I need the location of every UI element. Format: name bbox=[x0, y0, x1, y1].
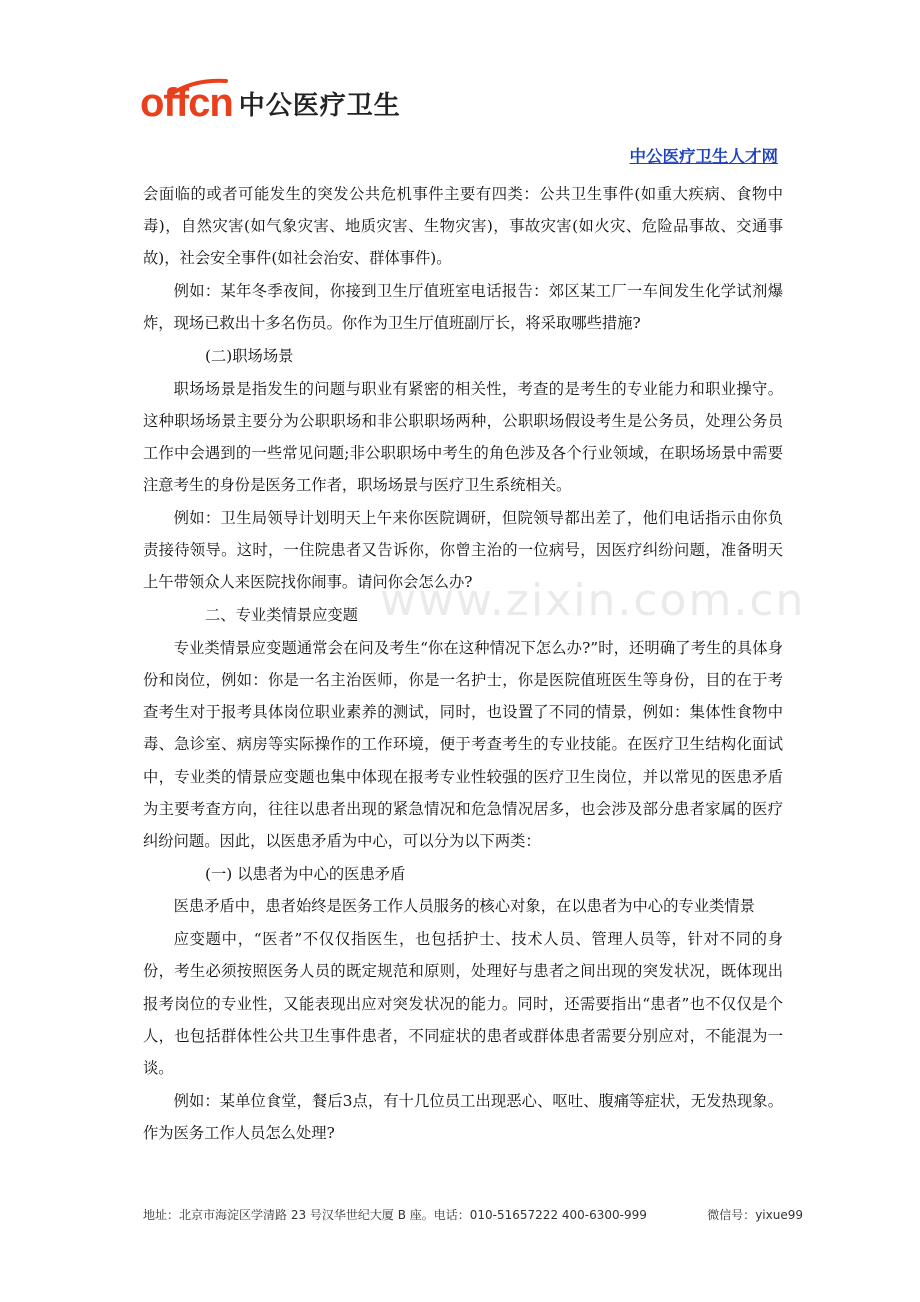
paragraph: 医患矛盾中，患者始终是医务工作人员服务的核心对象，在以患者为中心的专业类情景 bbox=[173, 897, 755, 916]
site-link[interactable]: 中公医疗卫生人才网 bbox=[629, 147, 778, 166]
paragraph: 会面临的或者可能发生的突发公共危机事件主要有四类：公共卫生事件(如重大疾病、食物中毒)，自然灾害(如气象灾害、地质灾害、生物灾害)，事故灾害(如火灾、危险品事故、交通事故)，社会安全事件(如社会治安、群体事件)。 bbox=[143, 185, 783, 268]
paragraph: 专业类情景应变题通常会在问及考生“你在这种情况下怎么办?”时，还明确了考生的具体身份和岗位，例如：你是一名主治医师，你是一名护士，你是医院值班医生等身份，目的在于考查考生对于报考具体岗位职业素养的测试，同时，也设置了不同的情景，例如：集体性食物中毒、急诊室、病房等实际操作的工作环境，便于考查考生的专业技能。在医疗卫生结构化面试中，专业类的情景应变题也集中体现在报考专业性较强的医疗卫生岗位，并以常见的医患矛盾为主要考查方向，往往以患者出现的紧急情况和危急情况居多，也会涉及部分患者家属的医疗纠纷问题。因此，以医患矛盾为中心，可以分为以下两类： bbox=[143, 638, 783, 851]
logo-wordmark: offcn bbox=[140, 81, 233, 125]
section-heading: 二、专业类情景应变题 bbox=[205, 606, 358, 625]
watermark: www.zixin.com.cn bbox=[380, 575, 806, 626]
page-footer bbox=[143, 1206, 803, 1223]
logo-chinese-name: 中公医疗卫生 bbox=[238, 90, 401, 121]
footer-address: 地址：北京市海淀区学清路 23 号汉华世纪大厦 B 座。电话：010-51657222 400-6300-999 bbox=[143, 1208, 647, 1222]
section-heading: (一) 以患者为中心的医患矛盾 bbox=[205, 864, 406, 883]
logo-swoosh-icon bbox=[168, 77, 228, 97]
paragraph: 例如：某年冬季夜间，你接到卫生厅值班室电话报告：郊区某工厂一车间发生化学试剂爆炸，现场已救出十多名伤员。你作为卫生厅值班副厅长，将采取哪些措施? bbox=[143, 282, 783, 333]
paragraph: 例如：卫生局领导计划明天上午来你医院调研，但院领导都出差了，他们电话指示由你负责接待领导。这时，一住院患者又告诉你，你曾主治的一位病号，因医疗纠纷问题，准备明天上午带领众人来医院找你闹事。请问你会怎么办? bbox=[143, 509, 783, 592]
paragraph: 例如：某单位食堂，餐后3点，有十几位员工出现恶心、呕吐、腹痛等症状，无发热现象。作为医务工作人员怎么处理? bbox=[143, 1091, 783, 1142]
paragraph: 职场场景是指发生的问题与职业有紧密的相关性，考查的是考生的专业能力和职业操守。这种职场场景主要分为公职职场和非公职职场两种，公职职场假设考生是公务员，处理公务员工作中会遇到的一些常见问题;非公职职场中考生的角色涉及各个行业领域，在职场场景中需要注意考生的身份是医务工作者，职场场景与医疗卫生系统相关。 bbox=[143, 379, 783, 495]
section-heading: (二)职场场景 bbox=[205, 347, 294, 366]
paragraph: 应变题中，“医者”不仅仅指医生，也包括护士、技术人员、管理人员等，针对不同的身份，考生必须按照医务人员的既定规范和原则，处理好与患者之间出现的突发状况，既体现出报考岗位的专业性，又能表现出应对突发状况的能力。同时，还需要指出“患者”也不仅仅是个人，也包括群体性公共卫生事件患者，不同症状的患者或群体患者需要分别应对，不能混为一谈。 bbox=[143, 930, 783, 1077]
offcn-logo bbox=[140, 83, 401, 123]
document-body bbox=[143, 178, 783, 1150]
footer-wechat: 微信号：yixue99 bbox=[707, 1208, 803, 1222]
